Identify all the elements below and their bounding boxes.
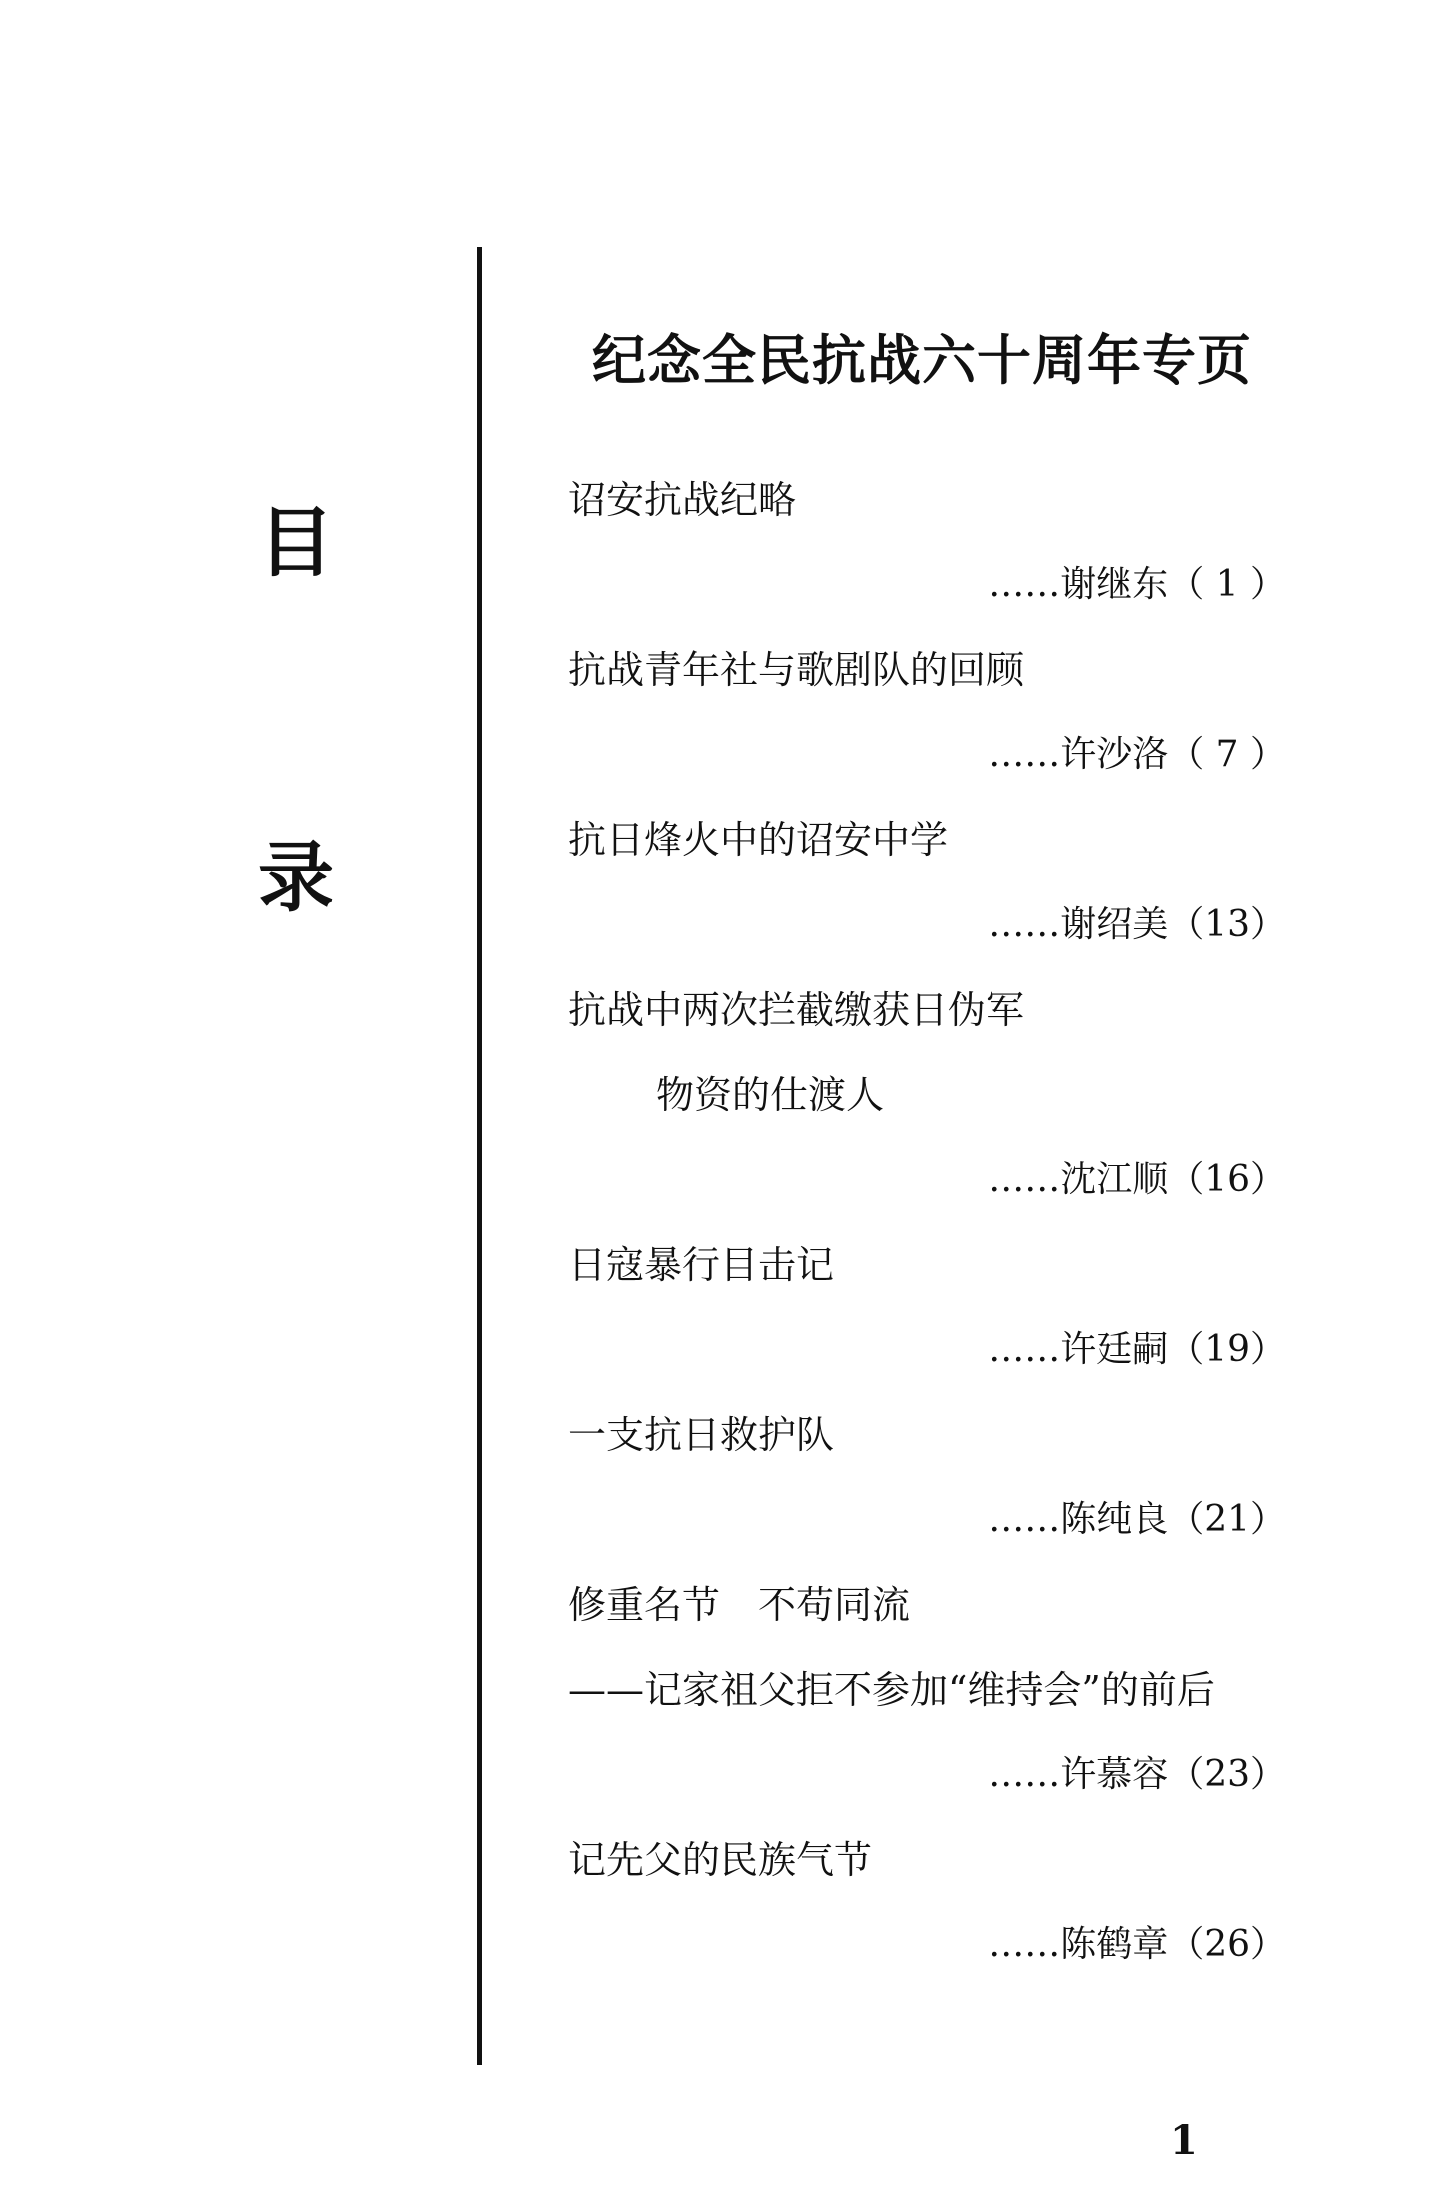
section-heading: 纪念全民抗战六十周年专页 bbox=[592, 329, 1252, 392]
entry-subtitle: ——记家祖父拒不参加“维持会”的前后 bbox=[568, 1668, 1215, 1712]
toc-title-char-mu: 目 bbox=[258, 498, 334, 587]
toc-entry-2[interactable] bbox=[568, 640, 1298, 810]
entry-title: 日寇暴行目击记 bbox=[568, 1243, 835, 1287]
entry-author-page: ……许慕容（23） bbox=[988, 1754, 1286, 1795]
toc-entry-5[interactable] bbox=[568, 1235, 1298, 1405]
toc-entry-8[interactable] bbox=[568, 1830, 1298, 2000]
entry-title: 一支抗日救护队 bbox=[568, 1413, 835, 1457]
entry-author-page: ……许廷嗣（19） bbox=[988, 1329, 1286, 1370]
entry-author-page: ……谢绍美（13） bbox=[988, 904, 1286, 945]
entry-title: 抗日烽火中的诏安中学 bbox=[568, 818, 949, 862]
toc-title-char-lu: 录 bbox=[258, 833, 334, 922]
entry-title: 抗战中两次拦截缴获日伪军 bbox=[568, 988, 1025, 1032]
entry-author-page: ……谢继东（ 1 ） bbox=[988, 564, 1286, 605]
entry-title: 记先父的民族气节 bbox=[568, 1838, 873, 1882]
entry-title: 诏安抗战纪略 bbox=[568, 478, 797, 522]
toc-entry-7[interactable] bbox=[568, 1575, 1298, 1830]
entry-author-page: ……陈鹤章（26） bbox=[988, 1924, 1286, 1965]
page-number: 1 bbox=[1170, 2117, 1198, 2164]
entry-author-page: ……许沙洛（ 7 ） bbox=[988, 734, 1286, 775]
toc-entry-3[interactable] bbox=[568, 810, 1298, 980]
entry-author-page: ……沈江顺（16） bbox=[988, 1159, 1286, 1200]
entry-author-page: ……陈纯良（21） bbox=[988, 1499, 1286, 1540]
toc-entry-1[interactable] bbox=[568, 470, 1298, 640]
toc-entry-4[interactable] bbox=[568, 980, 1298, 1235]
entry-title: 抗战青年社与歌剧队的回顾 bbox=[568, 648, 1025, 692]
entry-title-continued: 物资的仕渡人 bbox=[656, 1073, 885, 1117]
table-of-contents bbox=[568, 470, 1298, 2000]
entry-title: 修重名节 不苟同流 bbox=[568, 1583, 911, 1627]
vertical-divider bbox=[477, 247, 482, 2065]
toc-entry-6[interactable] bbox=[568, 1405, 1298, 1575]
